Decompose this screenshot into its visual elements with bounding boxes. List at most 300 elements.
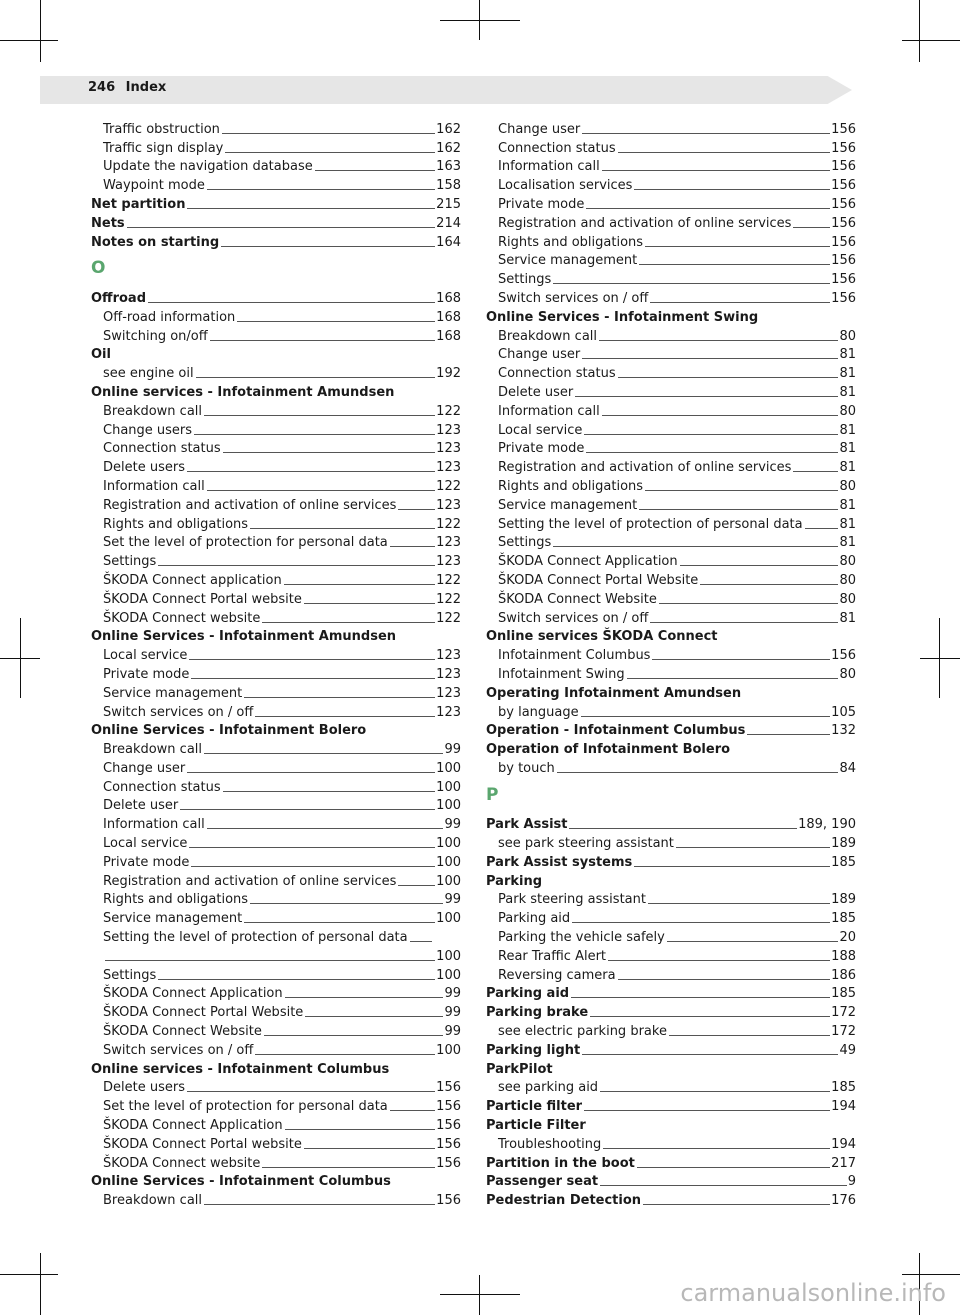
entry-label: Breakdown call (498, 328, 598, 344)
index-subentry (486, 212, 856, 231)
page-reference: 156 (831, 196, 856, 212)
page-reference: 9 (847, 1174, 856, 1190)
entry-label: see park steering assistant (498, 836, 674, 852)
leader-line (250, 903, 443, 904)
entry-label: Online Services - Infotainment Columbus (91, 1174, 391, 1190)
leader-line (222, 133, 435, 134)
page-reference: 168 (436, 309, 461, 325)
entry-label: Switching on/off (103, 328, 208, 344)
entry-label: ParkPilot (486, 1061, 553, 1077)
leader-line (105, 960, 435, 961)
index-subentry (486, 1133, 856, 1152)
page-reference: 156 (436, 1136, 461, 1152)
index-column-left (91, 118, 461, 1208)
index-subentry (486, 964, 856, 983)
entry-label: Set the level of protection for personal data (103, 535, 388, 551)
leader-line (204, 753, 443, 754)
index-entry (91, 381, 461, 400)
index-subentry (91, 870, 461, 889)
leader-line (586, 452, 838, 453)
index-subentry (91, 776, 461, 795)
leader-line (187, 772, 435, 773)
entry-label: Private mode (103, 666, 190, 682)
section-title: Index (125, 80, 167, 95)
leader-line (557, 772, 839, 773)
page-reference: 123 (436, 666, 461, 682)
index-subentry (486, 701, 856, 720)
leader-line (700, 584, 838, 585)
page-reference: 156 (831, 253, 856, 269)
index-subentry (486, 118, 856, 137)
index-subentry (486, 325, 856, 344)
entry-label: by language (498, 704, 579, 720)
index-subentry (91, 813, 461, 832)
page-reference: 100 (436, 873, 461, 889)
leader-line (634, 866, 830, 867)
page-reference: 217 (831, 1155, 856, 1171)
index-subentry (486, 438, 856, 457)
entry-label: Breakdown call (103, 1193, 203, 1209)
index-entry (486, 1039, 856, 1058)
leader-line (204, 1204, 435, 1205)
leader-line (210, 340, 435, 341)
entry-label: Service management (498, 253, 638, 269)
page-reference: 81 (839, 497, 856, 513)
page-reference: 189, 190 (798, 817, 856, 833)
entry-label: Service management (103, 911, 243, 927)
index-entry (91, 193, 461, 212)
page-reference: 81 (839, 347, 856, 363)
index-subentry (486, 757, 856, 776)
leader-line (618, 152, 831, 153)
page-reference: 100 (436, 967, 461, 983)
page-reference: 185 (831, 854, 856, 870)
index-entry (486, 983, 856, 1002)
page-reference: 81 (839, 460, 856, 476)
entry-label: ŠKODA Connect website (103, 1155, 261, 1171)
page-reference: 123 (436, 704, 461, 720)
crop-mark (902, 40, 960, 41)
index-entry (486, 1171, 856, 1190)
index-subentry (91, 1152, 461, 1171)
leader-line (582, 358, 838, 359)
crop-mark (0, 1274, 58, 1275)
entry-label: Traffic obstruction (103, 121, 220, 137)
leader-line (223, 791, 436, 792)
index-subentry (486, 344, 856, 363)
leader-line (747, 734, 830, 735)
entry-label: see electric parking brake (498, 1024, 667, 1040)
entry-label: Parking light (486, 1042, 581, 1058)
page-reference: 122 (436, 516, 461, 532)
index-entry (91, 231, 461, 250)
entry-label: Delete user (498, 384, 574, 400)
entry-label: ŠKODA Connect Website (498, 591, 657, 607)
index-subentry (486, 174, 856, 193)
entry-label: by touch (498, 760, 555, 776)
leader-line (187, 471, 435, 472)
index-entry (486, 1001, 856, 1020)
entry-label: Settings (103, 554, 157, 570)
page-reference: 156 (436, 1099, 461, 1115)
entry-label: Parking (486, 873, 543, 889)
leader-line (398, 885, 435, 886)
leader-line (225, 152, 435, 153)
index-subentry (486, 569, 856, 588)
index-subentry (91, 1020, 461, 1039)
leader-line (586, 208, 830, 209)
page-reference: 168 (436, 328, 461, 344)
entry-label: Nets (91, 215, 125, 231)
leader-line (667, 941, 839, 942)
entry-label: Connection status (498, 140, 616, 156)
index-subentry (91, 494, 461, 513)
page-reference: 80 (839, 403, 856, 419)
page-reference: 122 (436, 591, 461, 607)
entry-label: ŠKODA Connect Application (103, 1118, 283, 1134)
entry-label: Connection status (103, 779, 221, 795)
entry-label: Change user (103, 760, 186, 776)
entry-label: Traffic sign display (103, 140, 224, 156)
page-reference: 156 (831, 648, 856, 664)
page-reference: 81 (839, 516, 856, 532)
page-reference: 215 (436, 196, 461, 212)
leader-line (553, 546, 838, 547)
page-reference: 100 (436, 948, 461, 964)
entry-label: Local service (103, 648, 188, 664)
leader-line (207, 490, 435, 491)
index-entry (486, 720, 856, 739)
index-entry (91, 287, 461, 306)
entry-label: Oil (91, 347, 111, 363)
page-reference: 80 (839, 666, 856, 682)
page-reference: 123 (436, 460, 461, 476)
index-subentry (91, 569, 461, 588)
index-subentry (486, 156, 856, 175)
leader-line (793, 227, 830, 228)
page-reference: 100 (436, 798, 461, 814)
index-subentry (486, 1077, 856, 1096)
index-subentry (486, 231, 856, 250)
leader-line (571, 997, 830, 998)
entry-label: Delete user (103, 798, 179, 814)
leader-line (582, 1054, 838, 1055)
index-subentry (486, 475, 856, 494)
leader-line (187, 208, 435, 209)
page-reference: 81 (839, 384, 856, 400)
page-reference: 122 (436, 478, 461, 494)
page-reference: 156 (831, 290, 856, 306)
index-subentry (91, 757, 461, 776)
entry-label: Setting the level of protection of personal data (103, 930, 408, 946)
entry-label: Waypoint mode (103, 178, 205, 194)
page-reference: 156 (831, 272, 856, 288)
page-reference: 192 (436, 366, 461, 382)
leader-line (187, 1091, 435, 1092)
leader-line (569, 828, 797, 829)
leader-line (639, 509, 838, 510)
entry-label: Settings (498, 272, 552, 288)
index-letter-heading: O (91, 258, 106, 279)
leader-line (643, 1204, 830, 1205)
index-column-right (486, 118, 856, 1208)
index-subentry (91, 1077, 461, 1096)
entry-label: Park steering assistant (498, 892, 646, 908)
leader-line (659, 603, 839, 604)
page-reference: 100 (436, 911, 461, 927)
leader-line (196, 377, 436, 378)
page-reference: 214 (436, 215, 461, 231)
page-reference: 81 (839, 422, 856, 438)
index-subentry (91, 156, 461, 175)
index-subentry (91, 118, 461, 137)
page-reference: 123 (436, 422, 461, 438)
page-reference: 189 (831, 836, 856, 852)
leader-line (669, 1035, 830, 1036)
index-subentry (91, 513, 461, 532)
index-subentry (486, 889, 856, 908)
index-subentry (486, 926, 856, 945)
entry-label: Information call (498, 403, 600, 419)
page-reference: 80 (839, 478, 856, 494)
index-entry (486, 851, 856, 870)
page-reference: 80 (839, 591, 856, 607)
leader-line (189, 847, 435, 848)
leader-line (600, 1185, 847, 1186)
index-entry (486, 1152, 856, 1171)
index-subentry (91, 607, 461, 626)
index-subentry (91, 795, 461, 814)
index-entry (91, 212, 461, 231)
crop-mark (920, 658, 960, 659)
leader-line (244, 922, 435, 923)
entry-label: Change user (498, 347, 581, 363)
entry-label: ŠKODA Connect Application (103, 986, 283, 1002)
entry-label: Switch services on / off (498, 610, 649, 626)
page-reference: 123 (436, 535, 461, 551)
entry-label: Registration and activation of online services (498, 215, 792, 231)
leader-line (572, 922, 830, 923)
crop-mark (919, 0, 920, 62)
leader-line (390, 1110, 435, 1111)
entry-label: Partition in the boot (486, 1155, 635, 1171)
page-reference: 123 (436, 441, 461, 457)
entry-label: ŠKODA Connect Portal website (103, 591, 302, 607)
leader-line (603, 1148, 830, 1149)
leader-line (637, 1167, 830, 1168)
entry-label: ŠKODA Connect Website (103, 1024, 262, 1040)
index-subentry (91, 325, 461, 344)
page-header (88, 80, 172, 95)
page-reference: 172 (831, 1005, 856, 1021)
crop-mark (0, 658, 40, 659)
leader-line (262, 1167, 435, 1168)
index-subentry (486, 588, 856, 607)
page-reference: 158 (436, 178, 461, 194)
entry-label: Parking the vehicle safely (498, 930, 665, 946)
page-reference: 81 (839, 366, 856, 382)
entry-label: Operation - Infotainment Columbus (486, 723, 746, 739)
leader-line (207, 828, 444, 829)
leader-line (676, 847, 830, 848)
index-entry (486, 1114, 856, 1133)
leader-line (618, 979, 831, 980)
page-reference: 156 (436, 1193, 461, 1209)
entry-label: Localisation services (498, 178, 633, 194)
leader-line (793, 471, 838, 472)
leader-line (262, 622, 435, 623)
leader-line (315, 170, 435, 171)
index-subentry (91, 663, 461, 682)
entry-label: Online Services - Infotainment Bolero (91, 723, 367, 739)
leader-line (805, 528, 839, 529)
entry-label: Update the navigation database (103, 159, 313, 175)
index-subentry (486, 907, 856, 926)
index-subentry (486, 607, 856, 626)
leader-line (304, 603, 435, 604)
page-reference: 99 (444, 742, 461, 758)
entry-label: Local service (103, 836, 188, 852)
page-reference: 156 (436, 1118, 461, 1134)
page-reference: 81 (839, 441, 856, 457)
entry-label: Private mode (498, 441, 585, 457)
leader-line (590, 1016, 830, 1017)
entry-label: Rights and obligations (103, 892, 249, 908)
page-reference: 49 (839, 1042, 856, 1058)
entry-label: Delete users (103, 460, 185, 476)
entry-label: Settings (103, 967, 157, 983)
entry-label: Switch services on / off (103, 704, 254, 720)
leader-line (398, 509, 435, 510)
entry-label: Information call (103, 817, 205, 833)
index-entry (91, 344, 461, 363)
index-subentry (91, 1133, 461, 1152)
crop-mark (40, 0, 41, 62)
index-entry (91, 626, 461, 645)
leader-line (645, 246, 830, 247)
leader-line (584, 434, 838, 435)
page-reference: 156 (831, 140, 856, 156)
index-subentry (486, 362, 856, 381)
index-subentry (486, 550, 856, 569)
entry-label: Online Services - Infotainment Amundsen (91, 629, 397, 645)
index-subentry (91, 1189, 461, 1208)
page-reference: 156 (436, 1080, 461, 1096)
page-reference: 156 (831, 159, 856, 175)
index-subentry (486, 1020, 856, 1039)
index-subentry (91, 174, 461, 193)
index-subentry (91, 964, 461, 983)
leader-line (634, 189, 830, 190)
page-reference: 189 (831, 892, 856, 908)
entry-label: Troubleshooting (498, 1136, 602, 1152)
entry-label: Parking brake (486, 1005, 589, 1021)
leader-line (284, 584, 435, 585)
leader-line (180, 809, 435, 810)
page-reference: 164 (436, 234, 461, 250)
page-reference: 100 (436, 760, 461, 776)
index-entry (486, 1058, 856, 1077)
leader-line (250, 528, 435, 529)
index-subentry (486, 400, 856, 419)
page-reference: 80 (839, 554, 856, 570)
index-subentry (91, 832, 461, 851)
index-subentry (91, 1114, 461, 1133)
leader-line (264, 1035, 444, 1036)
leader-line (194, 434, 435, 435)
index-subentry (486, 494, 856, 513)
leader-line (305, 1016, 443, 1017)
index-subentry (486, 532, 856, 551)
entry-label: Breakdown call (103, 742, 203, 758)
index-subentry (486, 250, 856, 269)
page-reference: 100 (436, 854, 461, 870)
entry-label: Online services - Infotainment Columbus (91, 1061, 390, 1077)
leader-line (191, 866, 435, 867)
page-reference: 132 (831, 723, 856, 739)
index-subentry (91, 550, 461, 569)
crop-mark (440, 1294, 520, 1295)
page-reference: 81 (839, 610, 856, 626)
leader-line (410, 941, 432, 942)
entry-label: Registration and activation of online services (103, 873, 397, 889)
entry-label: Particle Filter (486, 1118, 586, 1134)
page-number: 246 (88, 80, 116, 95)
index-subentry (486, 663, 856, 682)
index-subentry (91, 907, 461, 926)
leader-line (618, 377, 839, 378)
entry-label: Park Assist systems (486, 854, 633, 870)
crop-mark (0, 40, 58, 41)
leader-line (304, 1148, 435, 1149)
index-entry (486, 1189, 856, 1208)
entry-label: Reversing camera (498, 967, 616, 983)
index-subentry (91, 456, 461, 475)
entry-label: Operating Infotainment Amundsen (486, 685, 742, 701)
page-reference: 122 (436, 403, 461, 419)
page-reference: 99 (444, 1005, 461, 1021)
entry-label: ŠKODA Connect application (103, 572, 282, 588)
index-subentry (91, 475, 461, 494)
leader-line (148, 302, 435, 303)
page-reference: 99 (444, 986, 461, 1002)
index-subentry (91, 1039, 461, 1058)
index-subentry (486, 268, 856, 287)
leader-line (191, 678, 435, 679)
entry-label: ŠKODA Connect Portal Website (103, 1005, 304, 1021)
index-entry (486, 1095, 856, 1114)
index-subentry (91, 419, 461, 438)
entry-label: Private mode (498, 196, 585, 212)
index-subentry (91, 983, 461, 1002)
index-entry (486, 306, 856, 325)
index-subentry (91, 926, 461, 945)
leader-line (244, 697, 435, 698)
leader-line (627, 678, 839, 679)
index-entry (91, 720, 461, 739)
index-subentry (91, 588, 461, 607)
entry-label: Passenger seat (486, 1174, 599, 1190)
leader-line (652, 659, 830, 660)
index-subentry (91, 701, 461, 720)
leader-line (650, 622, 838, 623)
entry-label: Rights and obligations (103, 516, 249, 532)
entry-label: Rights and obligations (498, 234, 644, 250)
entry-label: Notes on starting (91, 234, 220, 250)
entry-label: see engine oil (103, 366, 194, 382)
index-entry (486, 626, 856, 645)
entry-label: Switch services on / off (103, 1042, 254, 1058)
